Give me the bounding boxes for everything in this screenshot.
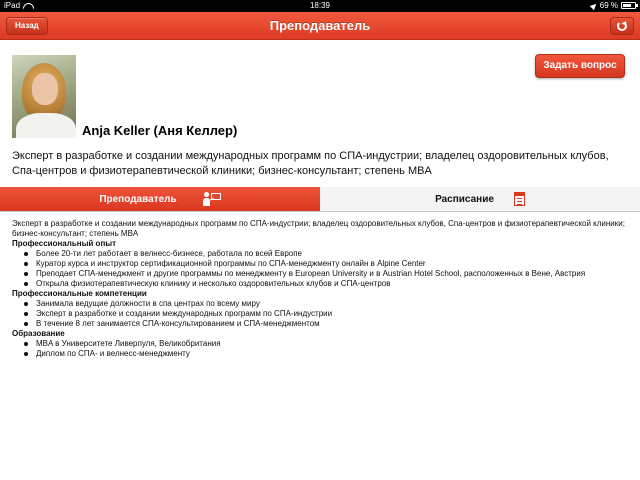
- ask-question-button[interactable]: Задать вопрос: [535, 54, 625, 78]
- device-label: iPad: [4, 1, 21, 10]
- list-item: Диплом по СПА- и велнесс-менеджменту: [24, 349, 632, 359]
- list-item: Более 20-ти лет работает в велнесс-бизнесе, работала по всей Европе: [24, 249, 632, 259]
- list-item: Эксперт в разработке и создании международных программ по СПА-индустрии: [24, 309, 632, 319]
- section-heading: Образование: [12, 329, 65, 338]
- back-button[interactable]: Назад: [6, 17, 48, 35]
- bullet-list: [24, 299, 632, 329]
- tab-teacher[interactable]: [0, 187, 320, 211]
- refresh-icon: [617, 21, 627, 31]
- intro-text: Эксперт в разработке и создании международных программ по СПА-индустрии; владелец оздоровительных клубов, Спа-центров и физиотерапевтической клиники; бизнес-консультант; степень MBA: [12, 219, 625, 238]
- refresh-button[interactable]: [610, 17, 634, 35]
- list-item: Открыла физиотерапевтическую клинику и несколько оздоровительных клубов и СПА-центров: [24, 279, 632, 289]
- schedule-icon: [514, 192, 525, 206]
- avatar-face: [32, 73, 58, 105]
- list-item: Занимала ведущие должности в спа центрах по всему миру: [24, 299, 632, 309]
- teacher-details: [12, 219, 632, 359]
- list-item: Куратор курса и инструктор сертификационной программы по СПА-менеджменту онлайн в Alpine Center: [24, 259, 632, 269]
- tab-schedule[interactable]: [320, 187, 640, 211]
- tab-teacher-label: Преподаватель: [99, 193, 177, 205]
- navigation-bar: [0, 12, 640, 40]
- avatar-body: [16, 113, 76, 138]
- avatar: [12, 55, 76, 138]
- tab-bar: [0, 187, 640, 212]
- battery-fill: [623, 4, 631, 7]
- status-right: [591, 1, 636, 10]
- battery-percent: 69 %: [599, 1, 618, 10]
- location-icon: [590, 1, 598, 9]
- section-experience: [12, 239, 632, 289]
- list-item: В течение 8 лет занимается СПА-консультированием и СПА-менеджментом: [24, 319, 632, 329]
- status-time: 18:39: [309, 1, 331, 10]
- bullet-list: [24, 339, 632, 359]
- teacher-bio: Эксперт в разработке и создании международных программ по СПА-индустрии; владелец оздоровительных клубов, Спа-центров и физиотерапевтической клиники; бизнес-консультант; степень MBA: [12, 150, 609, 177]
- bullet-list: [24, 249, 632, 289]
- section-heading: Профессиональные компетенции: [12, 289, 147, 298]
- section-education: [12, 329, 632, 359]
- status-bar: [0, 0, 640, 12]
- list-item: Преподает СПА-менеджмент и другие программы по менеджменту в European University и в Austrian Hotel School, расположенных в Вене, Австрия: [24, 269, 632, 279]
- teacher-name: Anja Keller (Аня Келлер): [82, 123, 238, 138]
- list-item: MBA в Университете Ливерпуля, Великобритания: [24, 339, 632, 349]
- section-competencies: [12, 289, 632, 329]
- page-title: Преподаватель: [269, 18, 371, 33]
- section-heading: Профессиональный опыт: [12, 239, 117, 248]
- teacher-icon: [203, 192, 221, 206]
- battery-icon: [621, 2, 636, 9]
- tab-schedule-label: Расписание: [435, 193, 494, 205]
